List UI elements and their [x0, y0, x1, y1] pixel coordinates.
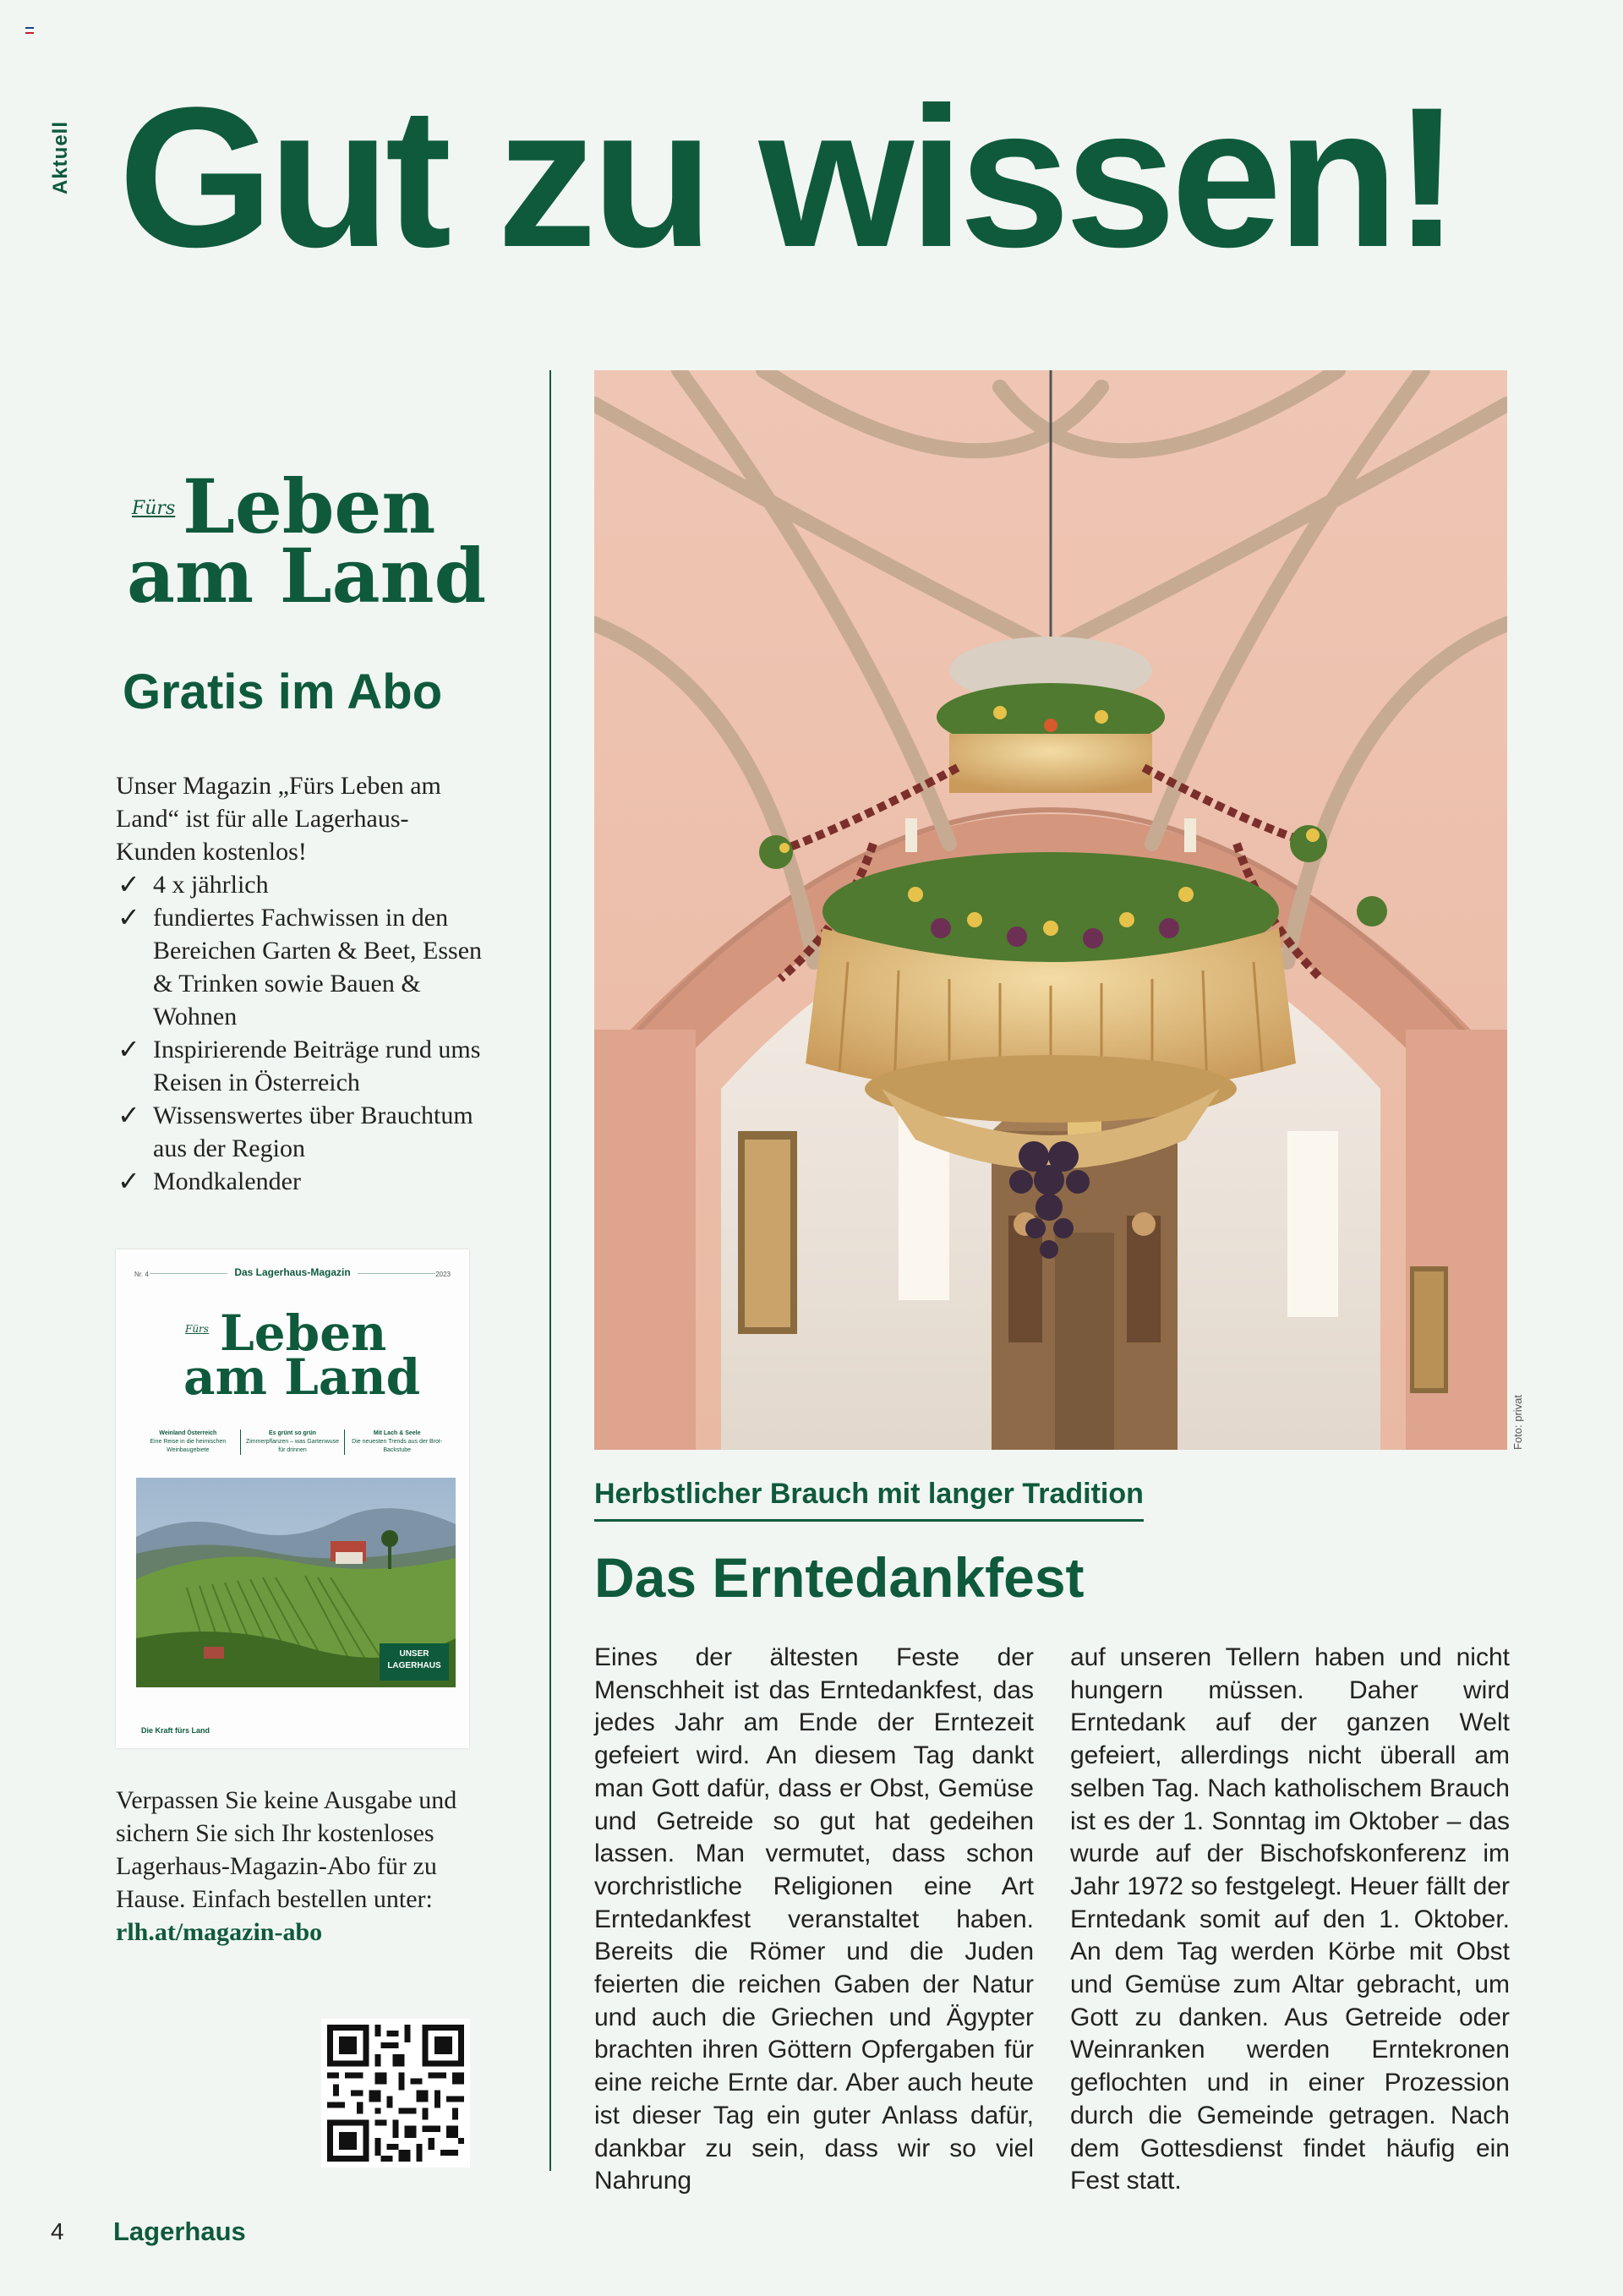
- promo-intro: Unser Magazin „Fürs Leben am Land“ ist für alle Lagerhaus-Kunden kostenlos!: [116, 772, 441, 866]
- abo-link[interactable]: rlh.at/magazin-abo: [116, 1918, 323, 1946]
- cover-teasers: [136, 1430, 449, 1455]
- list-item: ✓ Mondkalender: [117, 1166, 301, 1196]
- checkmark-icon: ✓: [117, 902, 140, 932]
- checkmark-icon: ✓: [117, 869, 140, 899]
- sidebar-heading: Gratis im Abo: [123, 664, 443, 719]
- benefits-list: [116, 868, 488, 1198]
- checkmark-icon: ✓: [117, 1166, 140, 1196]
- list-item: ✓ fundiertes Fachwissen in den Bereichen Garten & Beet, Essen & Trinken sowie Bauen & Wohnen: [117, 902, 483, 1030]
- article-headline: Das Erntedankfest: [594, 1546, 1085, 1609]
- cover-teaser: Mit Lach & Seele Die neuesten Trends aus der Brot-Backstube: [344, 1430, 449, 1455]
- abo-text: Verpassen Sie keine Ausgabe und sichern Sie sich Ihr kostenloses Lagerhaus-Magazin-Abo für zu Hause. Einfach bestellen unter: rlh.at/magazin-abo: [116, 1786, 457, 1946]
- checkmark-icon: ✓: [117, 1100, 140, 1130]
- hero-photo: [594, 370, 1507, 1450]
- list-item: ✓ 4 x jährlich: [117, 869, 269, 899]
- column-divider: [549, 370, 551, 2171]
- magazine-logo-small: Fürs: [132, 498, 176, 519]
- photo-credit: Foto: privat: [1511, 1394, 1524, 1450]
- page-title: Gut zu wissen!: [118, 66, 1456, 289]
- cover-issue: Nr. 4: [134, 1271, 149, 1278]
- article-kicker: Herbstlicher Brauch mit langer Tradition: [594, 1478, 1144, 1522]
- section-label: Aktuell: [49, 120, 72, 194]
- flag-icon: [25, 27, 34, 34]
- promo-text: [116, 769, 488, 1198]
- cover-teaser: Es grünt so grün Zimmerpflanzen – was Gartenwuse für drinnen: [240, 1430, 345, 1455]
- list-item: ✓ Inspirierende Beiträge rund ums Reisen in Österreich: [117, 1034, 481, 1096]
- cover-footer: Die Kraft fürs Land: [141, 1726, 210, 1735]
- magazine-logo-line2: am Land: [127, 532, 487, 620]
- cover-year: 2023: [435, 1271, 451, 1278]
- magazine-cover: Nr. 4 Das Lagerhaus-Magazin 2023 Fürs Leben am Land Weinland Österreich Eine Reise in die heimischen Weinbaugebiete Es grünt so grün Zimmerpflanzen – was Gartenwuse für drinnen Mit Lach & Seele Die neuesten Trends aus der Brot-Backstube UNSER LAGERHAUS Die Kraft fürs Land: [116, 1249, 469, 1748]
- article-column-1: Eines der ältesten Feste der Menschheit ist das Erntedankfest, das jedes Jahr am Ende der Erntezeit gefeiert wird. An diesem Tag dankt man Gott dafür, dass er Obst, Gemüse und Getreide so gut hat gedeihen lassen. Man vermutet, dass schon vorchristliche Religionen eine Art Erntedankfest veranstaltet haben. Bereits die Römer und die Juden feierten die reichen Gaben der Natur und auch die Griechen und Ägypter brachten ihren Göttern Opfergaben für eine reiche Ernte dar. Aber auch heute ist dieser Tag ein guter Anlass dafür, dankbar zu sein, dass wir so viel Nahrung: [594, 1643, 1034, 2195]
- lagerhaus-badge: UNSER LAGERHAUS: [380, 1643, 449, 1681]
- qr-code[interactable]: [321, 2019, 470, 2168]
- article-column-2: auf unseren Tellern haben und nicht hungern müssen. Daher wird Erntedank auf der ganzen Welt gefeiert, allerdings nicht überall am selben Tag. Nach katholischem Brauch ist es der 1. Sonntag im Oktober – das wurde auf der Bischofskonferenz im Jahr 1972 so festgelegt. Heuer fällt der Erntedank somit auf den 1. Oktober. An dem Tag werden Körbe mit Obst und Gemüse zum Altar gebracht, um Gott zu danken. Aus Getreide oder Weinranken werden Erntekronen geflochten und in einer Prozession durch die Gemeinde getragen. Nach dem Gottesdienst findet häufig ein Fest statt.: [1070, 1643, 1510, 2195]
- footer-brand: Lagerhaus: [113, 2217, 246, 2246]
- cover-teaser: Weinland Österreich Eine Reise in die heimischen Weinbaugebiete: [150, 1430, 227, 1453]
- checkmark-icon: ✓: [117, 1034, 140, 1064]
- list-item: ✓ Wissenswertes über Brauchtum aus der Region: [117, 1100, 473, 1162]
- cover-top-label: Das Lagerhaus-Magazin: [116, 1266, 469, 1278]
- magazine-logo-line1: Leben: [183, 462, 436, 550]
- page-number: 4: [51, 2218, 64, 2244]
